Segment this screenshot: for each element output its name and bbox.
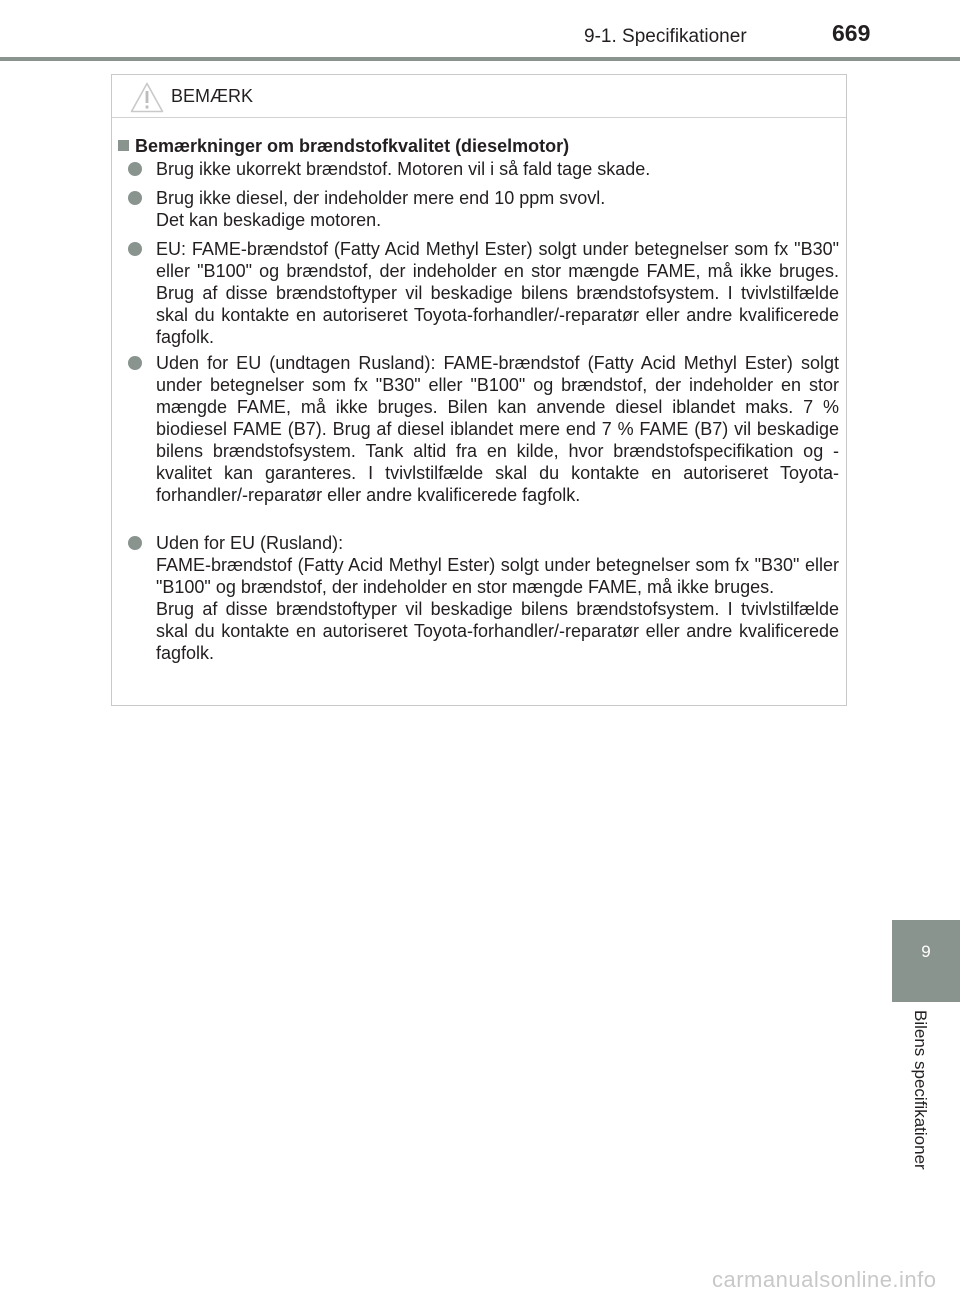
note-label: BEMÆRK [171,86,254,106]
bullet-dot-icon [128,356,142,370]
paragraph: Uden for EU (undtagen Rusland): FAME-brændstof (Fatty Acid Methyl Ester) solgt under betegnelser som fx "B30" eller "B100" og brændstof, der indeholder en stor mængde FAME, må ikke bruges. Bilen kan anvende diesel iblandet maks. 7 % biodiesel FAME (B7). Brug af diesel iblandet mere end 7 % FAME (B7) vil beskadige bilens brændstofsystem. Tank altid fra en kilde, hvor brændstofspecifikation og -kvalitet kan garanteres. I tvivlstilfælde skal du kontakte en autoriseret Toyota-forhandler/-reparatør eller andre kvalificerede fagfolk. [156,353,839,505]
bullet-dot-icon [128,162,142,176]
bullet-dot-icon [128,242,142,256]
bullet-dot-icon [128,536,142,550]
paragraph: Brug ikke ukorrekt brændstof. Motoren vil i så fald tage skade. [156,159,651,179]
note-item-2 [128,187,839,231]
chapter-number: 9 [921,942,931,961]
paragraph: Brug af disse brændstoftyper vil beskadige bilens brændstofsystem. I tvivlstilfælde skal du kontakte en autoriseret Toyota-forhandler/-reparatør eller andre kvalificerede fagfolk. [156,599,839,663]
note-box [111,74,847,706]
note-item-text [156,187,839,231]
section-title: 9-1. Specifikationer [584,26,747,47]
square-bullet-icon [118,140,129,151]
page-number: 669 [832,20,871,46]
warning-triangle-icon [130,82,164,113]
note-subheading [118,135,569,157]
note-item-text [156,352,839,506]
chapter-tab [892,920,960,1002]
paragraph: FAME-brændstof (Fatty Acid Methyl Ester) solgt under betegnelser som fx "B30" eller "B100" og brændstof, der indeholder en stor mængde FAME, må ikke bruges. [156,555,839,597]
chapter-label-text: Bilens specifikationer [911,1010,930,1170]
note-item-1 [128,158,839,180]
watermark: carmanualsonline.info [712,1267,937,1292]
paragraph: Uden for EU (Rusland): [156,533,344,553]
note-item-5 [128,532,839,664]
note-header [112,75,846,118]
note-subheading-text: Bemærkninger om brændstofkvalitet (dieselmotor) [135,136,570,156]
note-item-3 [128,238,839,348]
note-item-text [156,158,839,180]
paragraph: EU: FAME-brændstof (Fatty Acid Methyl Ester) solgt under betegnelser som fx "B30" eller "B100" og brændstof, der indeholder en stor mængde FAME, må ikke bruges. Brug af disse brændstoftyper vil beskadige bilens brændstofsystem. I tvivlstilfælde skal du kontakte en autoriseret Toyota-forhandler/-reparatør eller andre kvalificerede fagfolk. [156,239,839,347]
note-item-4 [128,352,839,506]
note-item-text [156,532,839,664]
paragraph: Brug ikke diesel, der indeholder mere end 10 ppm svovl. [156,188,606,208]
bullet-dot-icon [128,191,142,205]
header-rule [0,57,960,61]
paragraph: Det kan beskadige motoren. [156,210,382,230]
chapter-label [908,1010,932,1200]
note-item-text [156,238,839,348]
